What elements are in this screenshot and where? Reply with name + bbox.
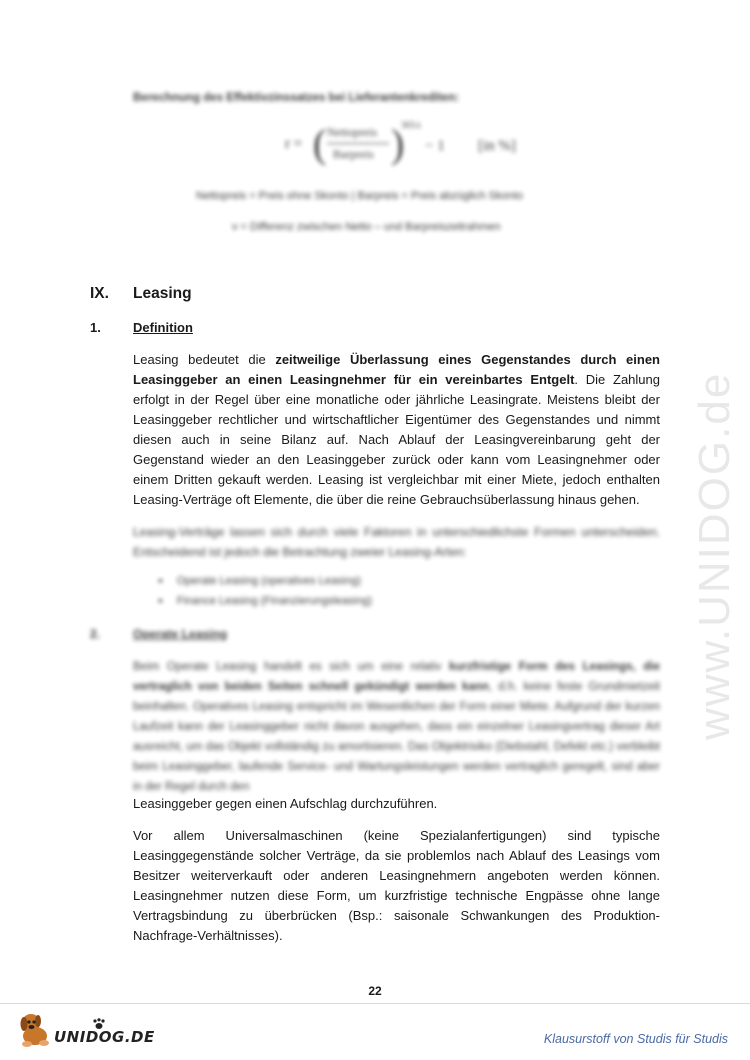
definition-text-1: Leasing bedeutet die (133, 352, 276, 367)
logo-text: UNIDOG.DE (54, 1028, 155, 1046)
formula-fraction-bar (327, 143, 389, 144)
page-number: 22 (368, 984, 382, 998)
definition-text-2: . Die Zahlung erfolgt in der Regel über eine monatliche oder jährliche Leasingrate. Meistens bleibt der Leasinggeber rechtlicher und wirtschaftlicher Eigentümer des Gegenstandes und nimmt diesen auch in seine Bilanz auf. Nach Ablauf der Leasingvereinbarung geht der Gegenstand wieder an den Leasinggeber zurück oder kann vom Leasingnehmer oder einem Dritten gekauft werden. Leasing ist vergleichbar mit einer Miete, jedoch enthalten Leasing-Verträge oft Elemente, die über die reine Gebrauchsüberlassung hinaus gehen. (133, 372, 660, 507)
operate-leasing-paragraph (133, 657, 660, 797)
subsection-number: 1. (90, 320, 101, 335)
footer-divider (0, 1003, 750, 1004)
formula-numerator: Nettopreis (327, 125, 377, 139)
formula-paren-close: ) (391, 121, 405, 166)
formula-denominator: Barpreis (333, 147, 374, 161)
formula-lhs: r = (285, 136, 303, 152)
definition-paragraph (133, 350, 660, 510)
list-item: ● Operate Leasing (operatives Leasing) (158, 571, 372, 591)
watermark: www.UNIDOG.de (690, 371, 739, 740)
formula-unit: [in %] (478, 138, 516, 154)
formula-title: Berechnung des Effektivzinssatzes bei Lieferantenkrediten: (133, 92, 459, 104)
operate-text-1: Beim Operate Leasing handelt es sich um eine relativ (133, 661, 450, 673)
operate-bold: kurzfristige Form des Leasings, die vertraglich von beiden Seiten schnell gekündigt werden kann (133, 661, 661, 693)
formula-legend-1: Nettopreis = Preis ohne Skonto | Barpreis = Preis abzüglich Skonto (196, 190, 523, 202)
operate-leasing-last-line: Leasinggeber gegen einen Aufschlag durchzuführen. (133, 796, 438, 811)
dog-icon (18, 1010, 54, 1048)
section-number: IX. (90, 285, 109, 302)
formula-paren-open: ( (313, 121, 327, 166)
section-title: Leasing (133, 285, 192, 302)
leasing-types-list (158, 571, 372, 611)
universal-machines-paragraph: Vor allem Universalmaschinen (keine Spezialanfertigungen) sind typische Leasinggegenstände solcher Verträge, da sie problemlos nach Ablauf des Leasings vom Besitzer weiterverkauft oder anderen Leasingnehmern angeboten werden können. Leasingnehmer nutzen diese Form, um kurzfristige technische Engpässe ohne lange Vertragsbindung zu überbrücken (Bsp.: saisonale Schwankungen des Produktion-Nachfrage-Verhältnisses). (133, 828, 660, 943)
formula-minus-one: − 1 (425, 138, 445, 154)
formula-exponent: 365/z (401, 120, 421, 130)
leasing-types-intro: Leasing-Verträge lassen sich durch viele Faktoren in unterschiedlichste Formen unterscheiden. Entscheidend ist jedoch die Betrachtung zweier Leasing-Arten: (133, 525, 660, 559)
unidog-logo (18, 1010, 158, 1050)
subsection-2-title: Operate Leasing (133, 627, 228, 641)
operate-text-2: , d.h. keine feste Grundmietzeit beinhalten. Operatives Leasing entspricht im Wesentlichen der Form einer Miete. Aufgrund der kurzen Laufzeit kann der Leasinggeber nicht davon ausgehen, dass ein einzelner Leasingvertrag dieser Art ausreicht, um das Objekt vollständig zu amortisieren. Das Objektrisiko (Diebstahl, Defekt etc.) verbleibt beim Leasinggeber, laufende Service- und Wartungsleistungen werden vertraglich geregelt, sind aber in der Regel durch den (133, 681, 660, 793)
list-item: ● Finance Leasing (Finanzierungsleasing) (158, 591, 372, 611)
formula-legend-2: v = Differenz zwischen Netto – und Barpreiszeitrahmen (232, 221, 501, 233)
footer-tagline: Klausurstoff von Studis für Studis (543, 1032, 728, 1046)
definition-bold: zeitweilige Überlassung eines Gegenstandes durch einen Leasinggeber an einen Leasingnehmer für ein vereinbartes Entgelt (133, 352, 660, 387)
subsection-2-number: 2. (90, 627, 101, 641)
subsection-title: Definition (133, 320, 193, 335)
